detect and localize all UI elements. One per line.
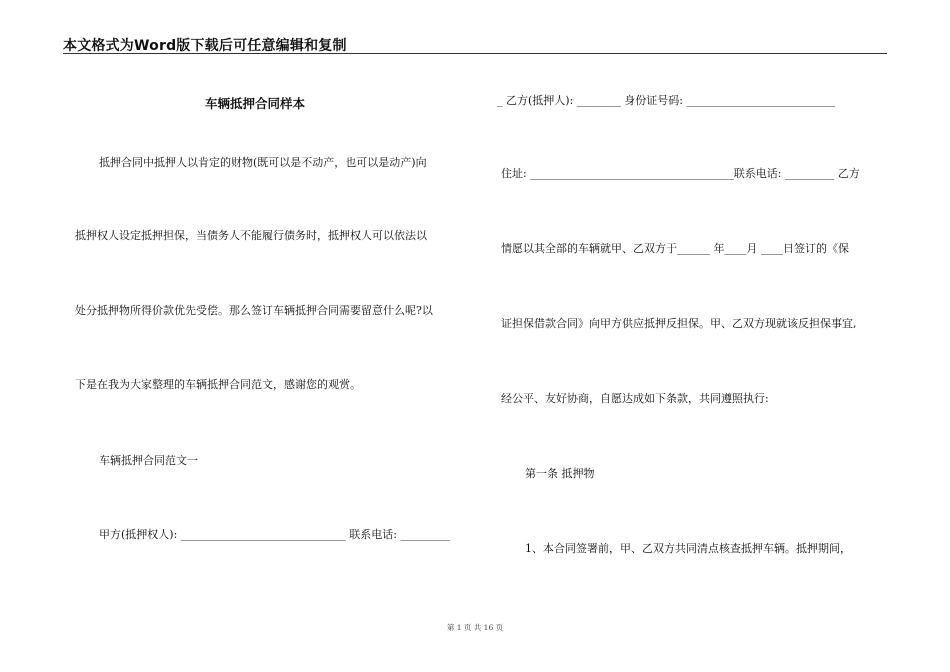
paragraph-line: 抵押权人设定抵押担保，当债务人不能履行债务时，抵押权人可以依法以	[75, 229, 427, 242]
paragraph-line: 处分抵押物所得价款优先受偿。那么签订车辆抵押合同需要留意什么呢?以	[75, 304, 433, 317]
party-a-line: 甲方(抵押权人): ______________________________ 联系电话: _________	[99, 528, 450, 541]
header-notice: 本文格式为Word版下载后可任意编辑和复制	[63, 38, 347, 54]
party-b-line: _ 乙方(抵押人): ________ 身份证号码: ___________________________	[497, 94, 835, 107]
article-heading: 第一条 抵押物	[525, 467, 595, 480]
paragraph-line: 下是在我为大家整理的车辆抵押合同范文，感谢您的观赏。	[75, 378, 361, 391]
paragraph-line: 证担保借款合同》向甲方供应抵押反担保。甲、乙双方现就该反担保事宜,	[501, 317, 857, 330]
paragraph-line: 经公平、友好协商，自愿达成如下条款，共同遵照执行:	[501, 392, 769, 405]
paragraph-line: 抵押合同中抵押人以肯定的财物(既可以是不动产，也可以是动产)向	[99, 156, 427, 169]
page-number: 第 1 页 共 16 页	[446, 623, 504, 632]
address-line: 住址: _____________________________________联系电话: _________ 乙方	[501, 167, 860, 180]
page-header	[63, 33, 887, 54]
paragraph-line: 1、本合同签署前，甲、乙双方共同清点核查抵押车辆。抵押期间，	[525, 542, 851, 555]
document-title: 车辆抵押合同样本	[205, 96, 306, 111]
paragraph-line: 情愿以其全部的车辆就甲、乙双方于______ 年____月 ____日签订的《保	[501, 242, 849, 255]
right-column	[497, 60, 889, 620]
section-heading: 车辆抵押合同范文一	[99, 454, 198, 467]
left-column	[75, 60, 467, 620]
